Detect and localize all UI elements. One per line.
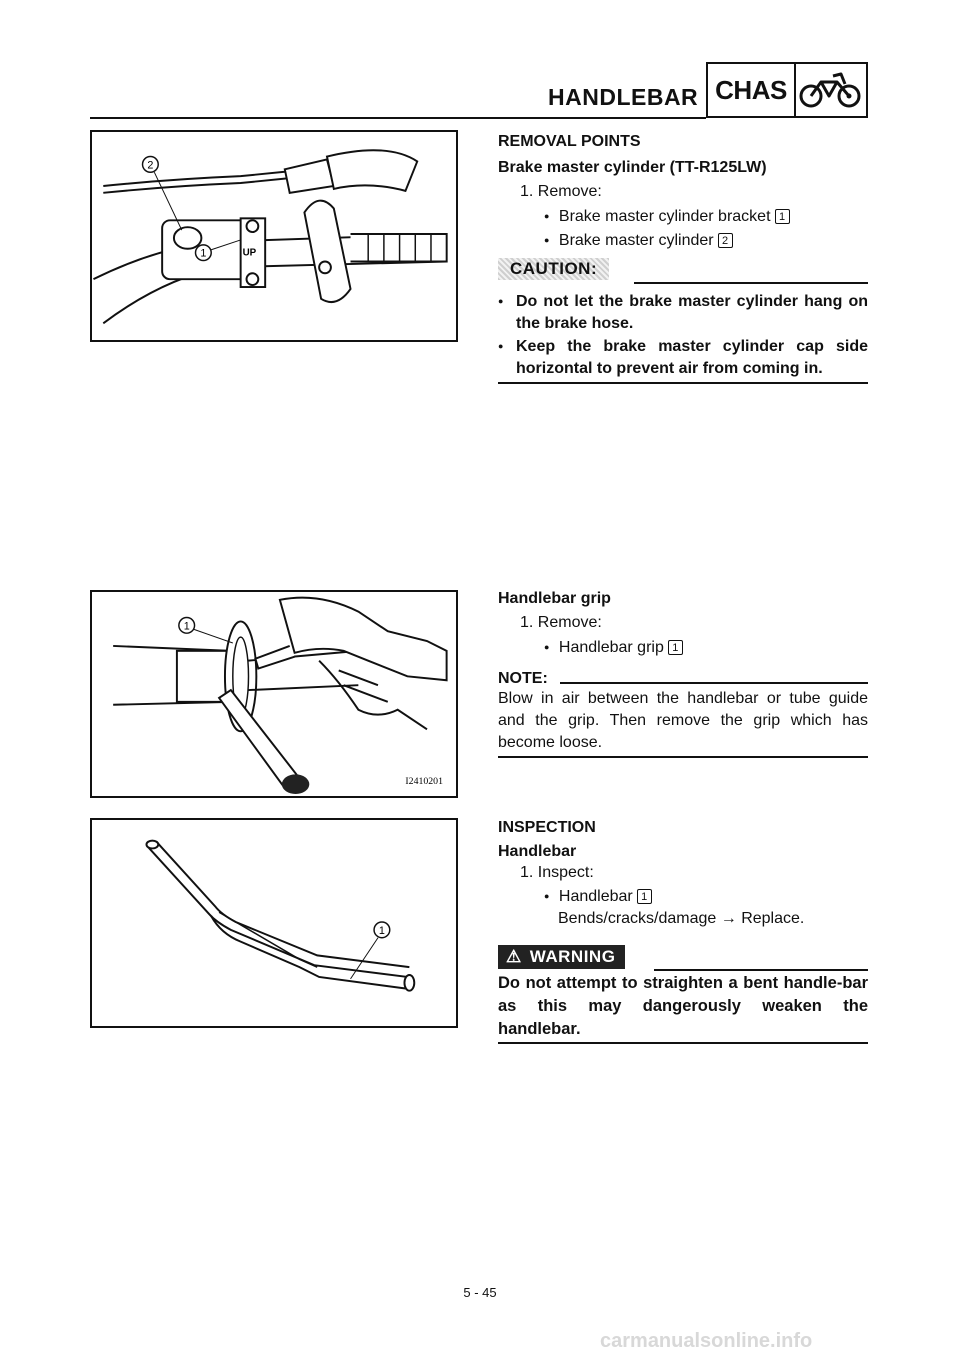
warning-text: Do not attempt to straighten a bent handle-bar as this may dangerously weaken the handlebar. [498, 974, 868, 1038]
up-stamp: UP [242, 247, 257, 259]
note-text: Blow in air between the handlebar or tube guide and the grip. Then remove the grip which has become loose. [498, 690, 868, 751]
callout-1: 1 [200, 247, 207, 260]
figure-handlebar [90, 818, 458, 1028]
inspection-item [544, 885, 652, 908]
caution-item-text: Keep the brake master cylinder cap side horizontal to prevent air from coming in. [516, 338, 868, 377]
ref-number: 2 [718, 233, 733, 248]
figure-handlebar-grip [90, 590, 458, 798]
header-rule [90, 117, 706, 119]
chapter-tab [706, 62, 868, 118]
watermark: carmanualsonline.info [600, 1330, 813, 1352]
warning-badge [498, 945, 625, 969]
removal-heading: REMOVAL POINTS [498, 133, 641, 150]
caution-item-2: ● Keep the brake master cylinder cap side horizontal to prevent air from coming in. [498, 338, 868, 377]
inspection-subheading: Handlebar [498, 843, 577, 860]
chapter-code: CHAS [708, 64, 796, 116]
callout-1: 1 [183, 620, 190, 633]
figure-code: I2410201 [405, 776, 443, 788]
inspection-item-text: Handlebar [558, 888, 633, 905]
grip-item-text: Handlebar grip [558, 639, 664, 656]
ref-number: 1 [668, 640, 683, 655]
inspection-heading: INSPECTION [498, 819, 596, 836]
removal-subheading: Brake master cylinder (TT-R125LW) [498, 159, 767, 176]
callout-1: 1 [378, 924, 385, 937]
warning-header [498, 945, 868, 971]
warning-end-rule [498, 1042, 868, 1044]
inspection-condition: Bends/cracks/damage → Replace. [558, 910, 805, 927]
grip-step: 1. Remove: [520, 614, 602, 631]
removal-item-1 [544, 205, 790, 228]
motorcycle-icon [796, 64, 866, 116]
warning-rule [654, 969, 868, 971]
removal-step: 1. Remove: [520, 183, 602, 200]
grip-heading: Handlebar grip [498, 590, 611, 607]
grip-item [544, 636, 683, 659]
caution-body [498, 290, 868, 380]
note-header [498, 668, 868, 690]
caution-rule [634, 282, 868, 284]
note-rule [560, 682, 868, 684]
caution-item-1: ● Do not let the brake master cylinder hang on the brake hose. [498, 293, 868, 332]
ref-number: 1 [775, 209, 790, 224]
caution-item-text: Do not let the brake master cylinder hang on the brake hose. [516, 293, 868, 332]
removal-item-2 [544, 229, 733, 252]
inspection-step: 1. Inspect: [520, 864, 594, 881]
section-title: HANDLEBAR [548, 84, 699, 110]
note-label: NOTE: [498, 670, 548, 687]
caution-header [498, 258, 868, 284]
removal-item-text: Brake master cylinder [558, 232, 714, 249]
removal-item-text: Brake master cylinder bracket [558, 208, 771, 225]
caution-end-rule [498, 382, 868, 384]
callout-2: 2 [147, 159, 154, 172]
caution-label: CAUTION: [498, 258, 609, 280]
page-number: 5 - 45 [463, 1285, 497, 1300]
figure-brake-master-cylinder [90, 130, 458, 342]
ref-number: 1 [637, 889, 652, 904]
note-end-rule [498, 756, 868, 758]
warning-label: WARNING [529, 947, 616, 966]
warning-triangle-icon: ⚠ [506, 947, 522, 966]
